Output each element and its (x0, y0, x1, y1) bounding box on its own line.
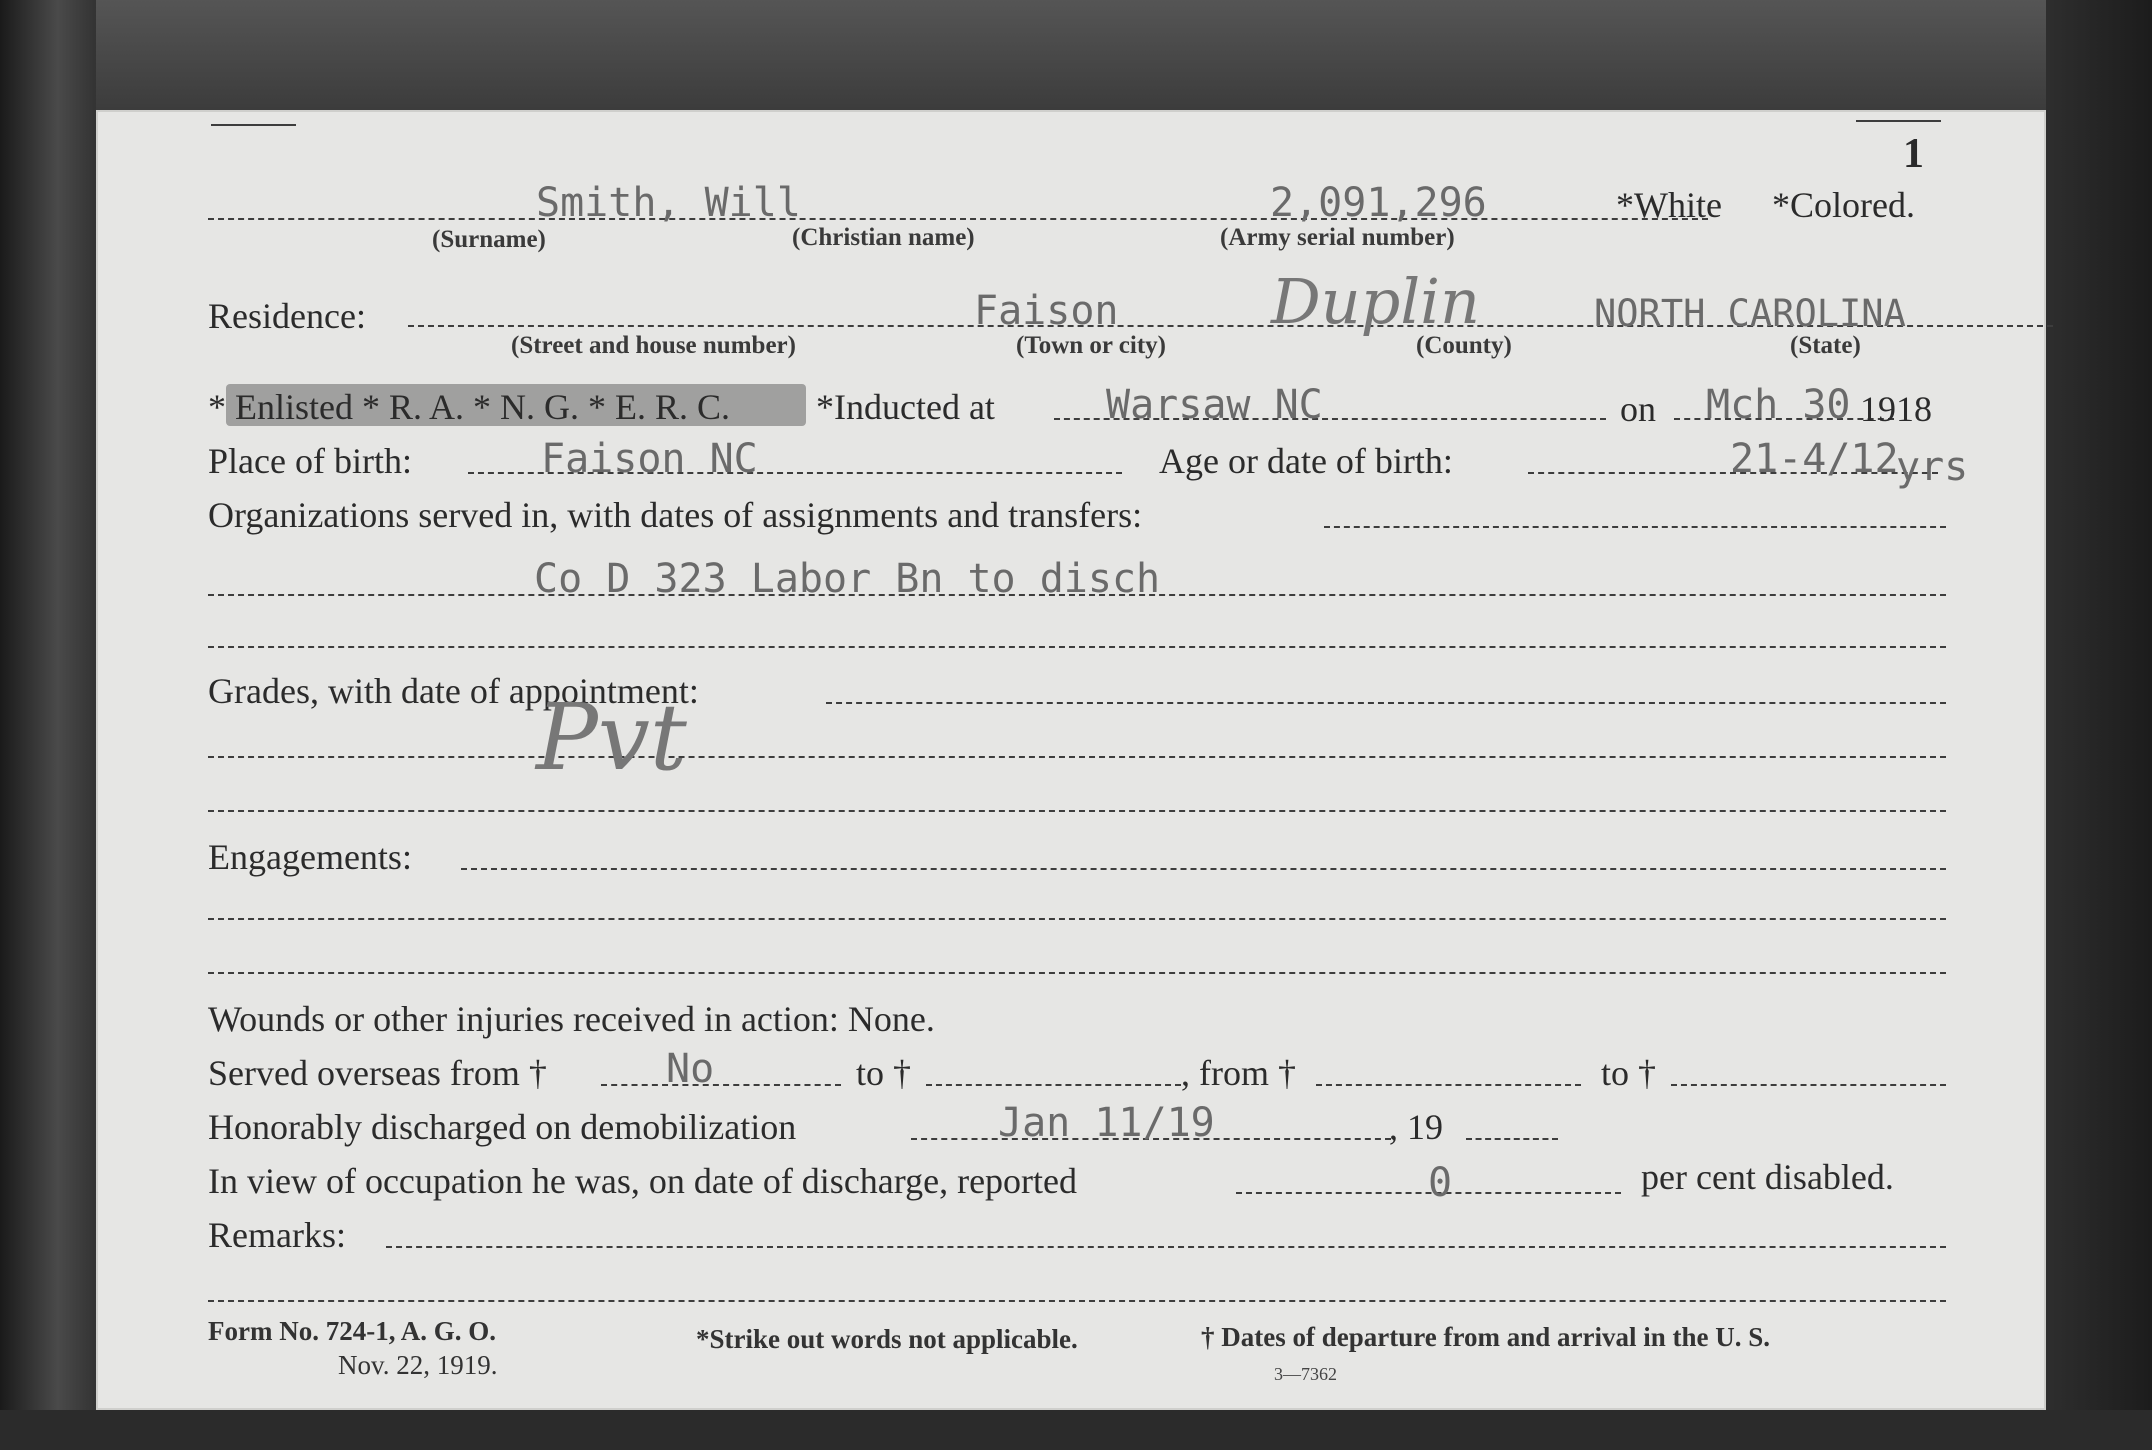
page-number: 1 (1903, 131, 1924, 177)
serial-label: (Army serial number) (1220, 224, 1455, 251)
overseas-from2-line (1316, 1084, 1581, 1086)
remarks-line-2 (208, 1300, 1946, 1302)
grades-line-3 (208, 810, 1946, 812)
organizations-value: Co D 323 Labor Bn to disch (534, 556, 1161, 602)
state-label: (State) (1790, 332, 1861, 359)
place-of-birth-label: Place of birth: (208, 441, 412, 481)
discharge-label: Honorably discharged on demobilization (208, 1107, 797, 1147)
overseas-label: Served overseas from † (208, 1053, 547, 1093)
grades-label: Grades, with date of appointment: (208, 671, 699, 711)
serial-value: 2,091,296 (1270, 180, 1487, 226)
overseas-to2-label: to † (1601, 1053, 1657, 1093)
overseas-from-label: , from † (1181, 1053, 1296, 1093)
occupation-suffix: per cent disabled. (1641, 1157, 1894, 1197)
dates-note: † Dates of departure from and arrival in the U. S. (1201, 1322, 1770, 1352)
overseas-to-label: to † (856, 1053, 912, 1093)
overseas-from-line (601, 1084, 841, 1086)
organizations-label: Organizations served in, with dates of assignments and transfers: (208, 495, 1143, 535)
street-label: (Street and house number) (511, 332, 796, 359)
state-value: NORTH CAROLINA (1594, 292, 1906, 335)
race-colored: *Colored. (1772, 185, 1915, 225)
enlisted-options: * Enlisted * R. A. * N. G. * E. R. C. (208, 387, 731, 427)
grades-line-2 (208, 756, 1946, 758)
engagements-line-2 (208, 918, 1946, 920)
overseas-value: No (666, 1046, 715, 1092)
form-number: Form No. 724-1, A. G. O. (208, 1316, 496, 1346)
organizations-line-3 (208, 646, 1946, 648)
age-value: 21-4/12 (1730, 436, 1899, 482)
engagements-line-1 (461, 868, 1946, 870)
town-value: Faison (974, 288, 1119, 334)
grades-line-1 (826, 702, 1946, 704)
county-label: (County) (1416, 332, 1512, 359)
on-label: on (1620, 389, 1656, 429)
discharge-year-label: , 19 (1389, 1107, 1443, 1147)
discharge-year-line (1466, 1138, 1558, 1140)
inducted-at-value: Warsaw NC (1106, 382, 1323, 428)
form-code: 3—7362 (1274, 1364, 1337, 1384)
county-value: Duplin (1271, 265, 1480, 338)
strike-note: *Strike out words not applicable. (696, 1324, 1078, 1354)
service-record-card (96, 110, 2046, 1410)
remarks-label: Remarks: (208, 1215, 346, 1255)
organizations-line-1 (1324, 526, 1946, 528)
christian-name-label: (Christian name) (792, 224, 975, 251)
surname-label: (Surname) (432, 226, 546, 253)
discharge-value: Jan 11/19 (998, 1100, 1215, 1146)
engagements-line-3 (208, 972, 1946, 974)
inducted-year: 1918 (1860, 389, 1932, 429)
inducted-label: *Inducted at (816, 387, 995, 427)
grade-value: Pvt (536, 684, 687, 791)
name-value: Smith, Will (536, 180, 801, 226)
scan-border-top (0, 0, 2152, 110)
yrs-label: yrs (1896, 444, 1969, 490)
scan-border-left (0, 0, 96, 1450)
place-of-birth-value: Faison NC (541, 436, 758, 482)
residence-label: Residence: (208, 296, 366, 336)
race-white: *White (1616, 185, 1722, 225)
overseas-to2-line (1671, 1084, 1946, 1086)
form-date: Nov. 22, 1919. (338, 1350, 498, 1380)
wounds-label: Wounds or other injuries received in action: None. (208, 999, 935, 1039)
town-label: (Town or city) (1016, 332, 1166, 359)
scan-border-right (2046, 0, 2152, 1450)
scan-border-bottom (0, 1410, 2152, 1450)
top-right-rule (1856, 120, 1941, 122)
top-left-rule (211, 124, 296, 126)
overseas-to-line (926, 1084, 1181, 1086)
inducted-date: Mch 30 (1706, 382, 1851, 428)
age-label: Age or date of birth: (1159, 441, 1453, 481)
occupation-label: In view of occupation he was, on date of discharge, reported (208, 1161, 1078, 1201)
disabled-percent-value: 0 (1428, 1160, 1453, 1206)
engagements-label: Engagements: (208, 837, 412, 877)
remarks-line-1 (386, 1246, 1946, 1248)
